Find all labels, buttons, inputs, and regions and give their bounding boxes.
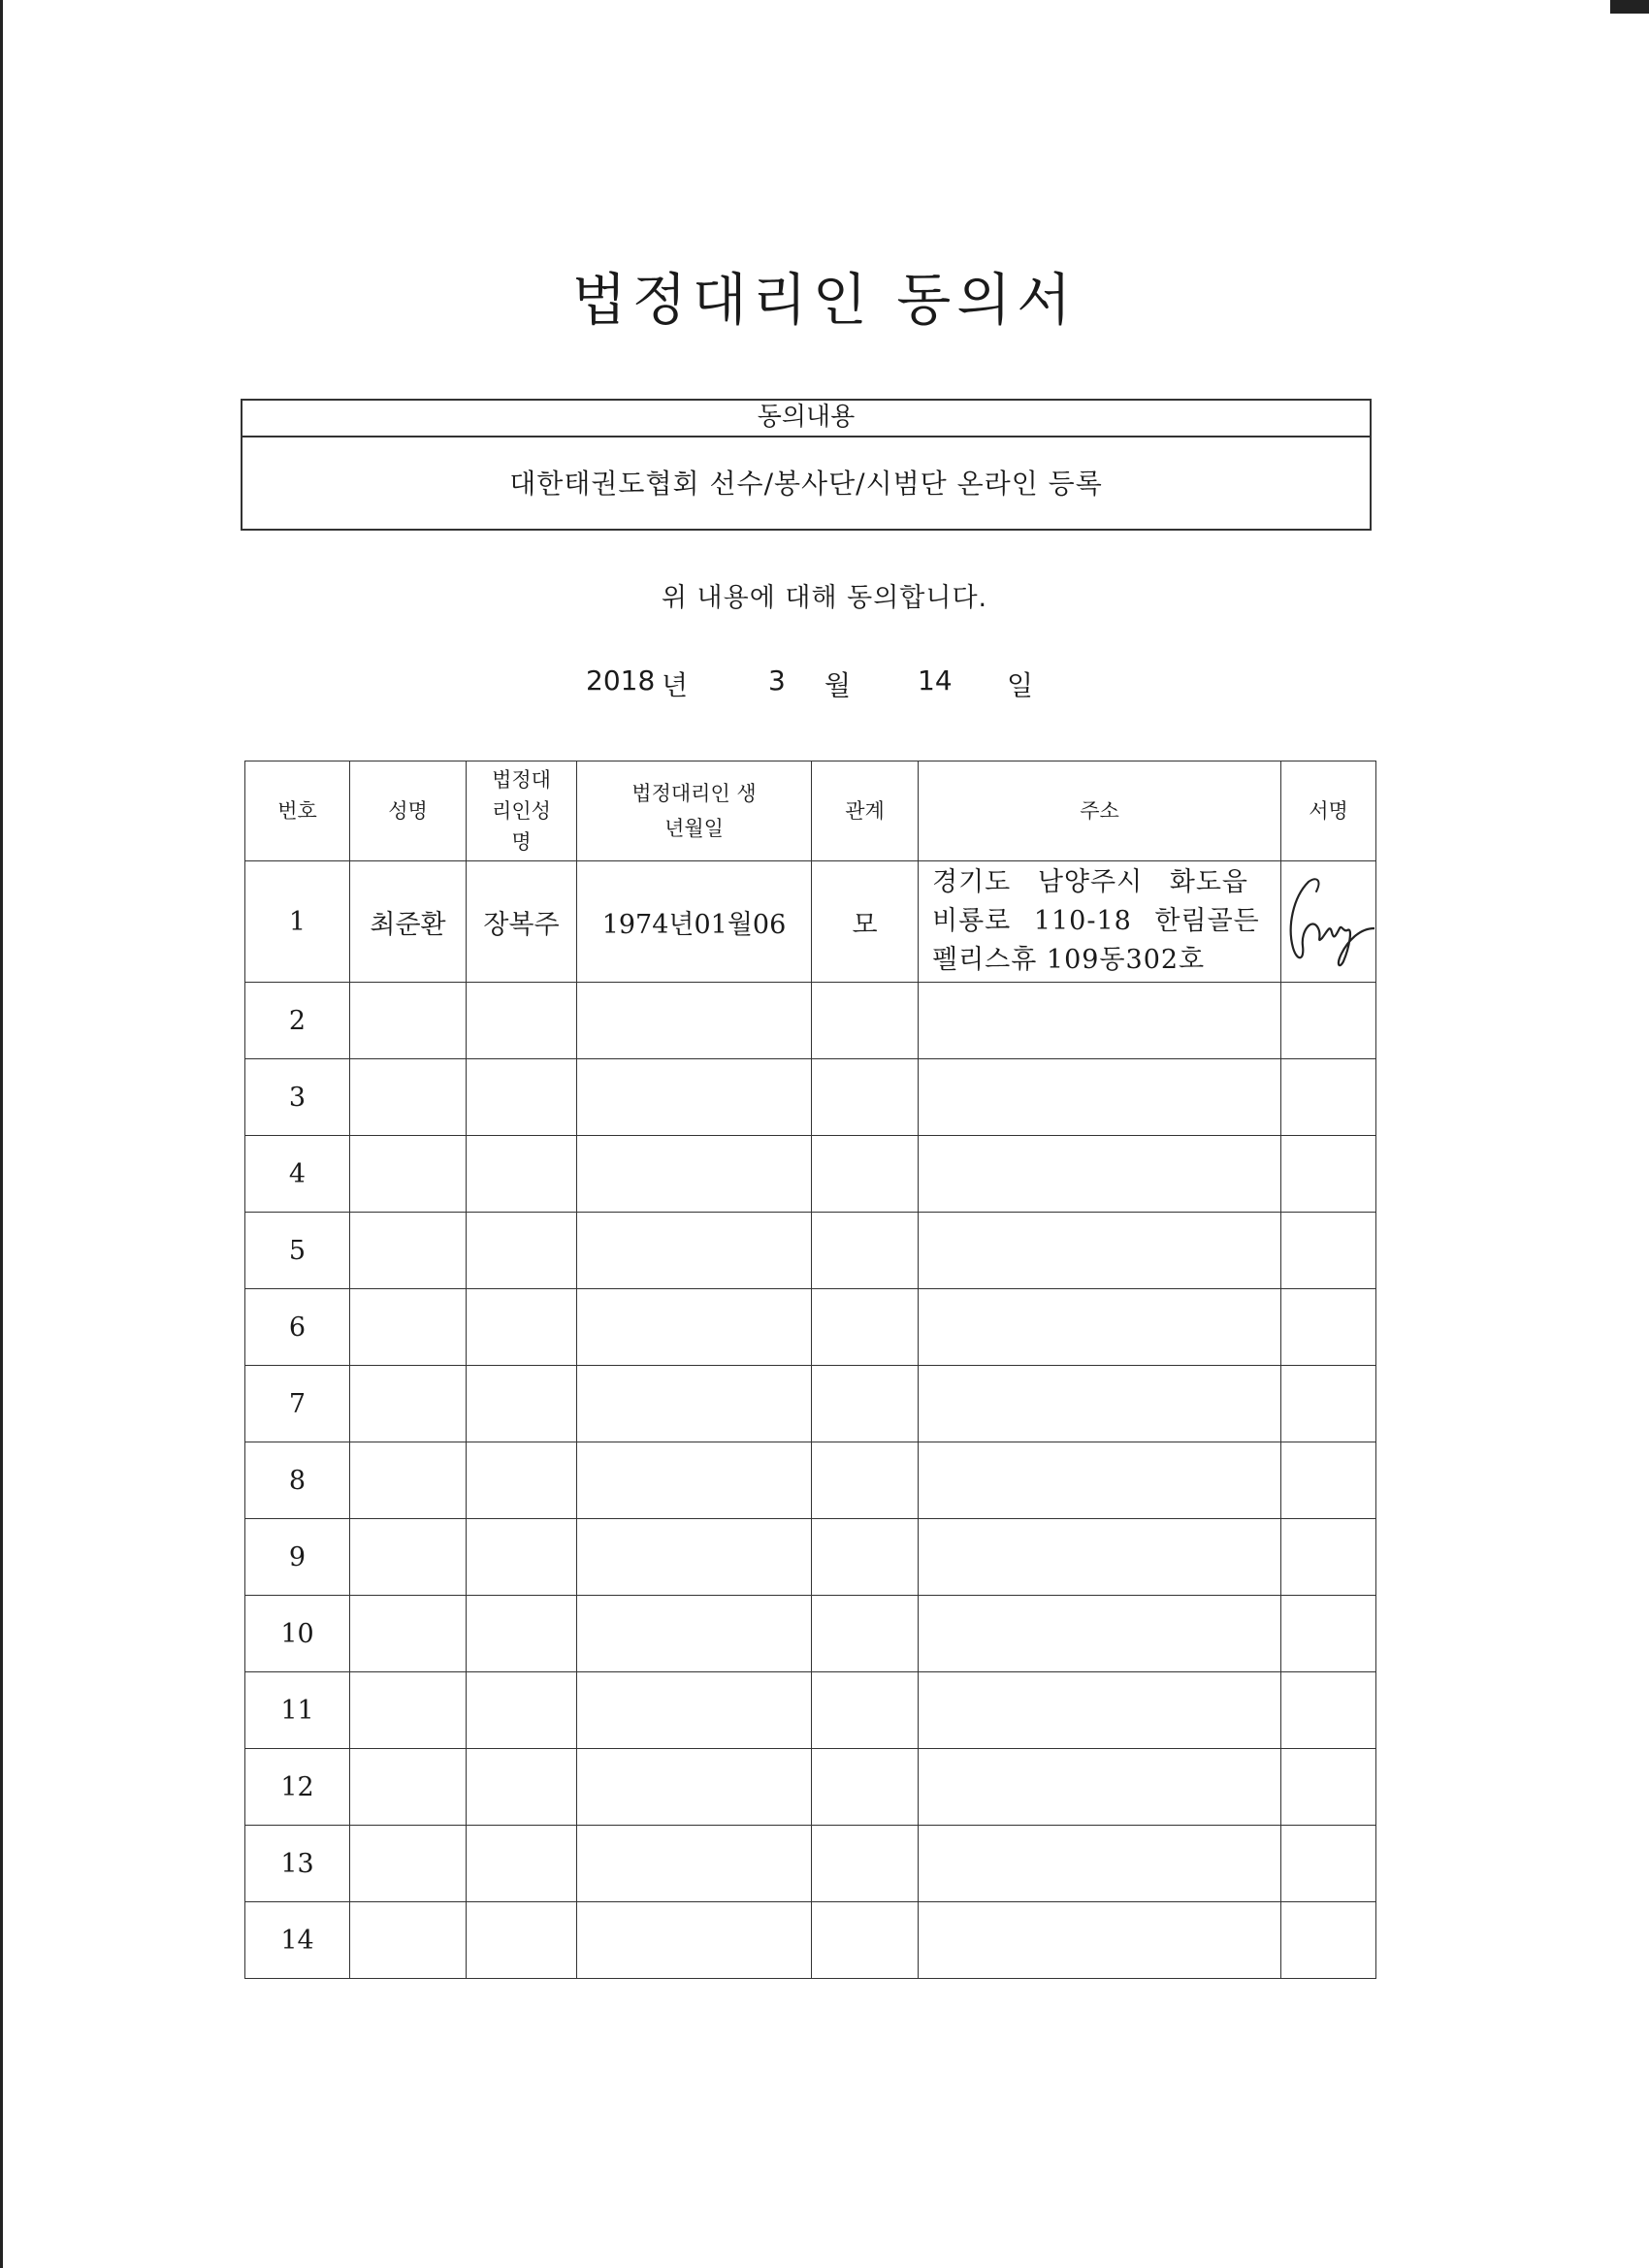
cell-signature xyxy=(1281,1289,1376,1366)
table-row xyxy=(245,1366,1376,1442)
registration-table xyxy=(244,761,1376,1979)
date-day: 14 xyxy=(918,664,953,697)
cell-address xyxy=(919,1442,1281,1519)
table-row xyxy=(245,1826,1376,1902)
header-signature: 서명 xyxy=(1281,761,1376,861)
cell-signature xyxy=(1281,1519,1376,1596)
cell-address xyxy=(919,1366,1281,1442)
cell-guardian-name xyxy=(467,1672,577,1749)
cell-number: 2 xyxy=(245,983,350,1059)
header-guardian-name-text: 법정대리인성명 xyxy=(492,768,551,854)
cell-number: 1 xyxy=(245,861,350,983)
table-row xyxy=(245,1059,1376,1136)
agreement-statement: 위 내용에 대해 동의합니다. xyxy=(661,583,988,613)
cell-number: 7 xyxy=(245,1366,350,1442)
cell-relation xyxy=(812,1672,919,1749)
scan-edge-right xyxy=(1610,0,1649,14)
cell-signature xyxy=(1281,1749,1376,1826)
cell-name xyxy=(350,1826,467,1902)
cell-guardian-birth: 1974년01월06 xyxy=(577,861,812,983)
cell-name xyxy=(350,1519,467,1596)
cell-guardian-birth xyxy=(577,1366,812,1442)
cell-guardian-birth xyxy=(577,1902,812,1979)
cell-guardian-name: 장복주 xyxy=(467,861,577,983)
cell-guardian-birth xyxy=(577,1059,812,1136)
header-address: 주소 xyxy=(919,761,1281,861)
cell-address xyxy=(919,1902,1281,1979)
table-row xyxy=(245,1902,1376,1979)
cell-signature xyxy=(1281,1442,1376,1519)
table-row xyxy=(245,861,1376,983)
cell-guardian-birth xyxy=(577,1519,812,1596)
cell-relation xyxy=(812,1213,919,1289)
address-line-1: 경기도 남양주시 화도읍 xyxy=(932,867,1248,897)
date-month-unit: 월 xyxy=(824,669,852,701)
cell-number: 9 xyxy=(245,1519,350,1596)
cell-relation xyxy=(812,1059,919,1136)
page-title: 법정대리인 동의서 xyxy=(571,267,1078,333)
cell-guardian-name xyxy=(467,1902,577,1979)
cell-guardian-name xyxy=(467,1596,577,1672)
cell-guardian-name xyxy=(467,1213,577,1289)
cell-guardian-birth xyxy=(577,1289,812,1366)
cell-number: 6 xyxy=(245,1289,350,1366)
table-row xyxy=(245,1749,1376,1826)
cell-signature xyxy=(1281,1059,1376,1136)
cell-signature xyxy=(1281,1596,1376,1672)
cell-address xyxy=(919,1289,1281,1366)
cell-guardian-name xyxy=(467,1059,577,1136)
cell-relation xyxy=(812,1596,919,1672)
cell-name xyxy=(350,1059,467,1136)
cell-guardian-birth xyxy=(577,983,812,1059)
table-row xyxy=(245,1442,1376,1519)
cell-number: 3 xyxy=(245,1059,350,1136)
table-row xyxy=(245,1596,1376,1672)
cell-name xyxy=(350,983,467,1059)
cell-name xyxy=(350,1213,467,1289)
cell-relation xyxy=(812,1289,919,1366)
cell-guardian-name xyxy=(467,1136,577,1213)
cell-relation xyxy=(812,1902,919,1979)
cell-guardian-name xyxy=(467,1749,577,1826)
cell-address xyxy=(919,1213,1281,1289)
cell-number: 13 xyxy=(245,1826,350,1902)
cell-guardian-name xyxy=(467,1519,577,1596)
handwritten-signature xyxy=(1283,868,1374,975)
cell-guardian-birth xyxy=(577,1596,812,1672)
cell-signature xyxy=(1281,1366,1376,1442)
cell-signature xyxy=(1281,1213,1376,1289)
date-year: 2018 xyxy=(586,664,656,697)
cell-relation xyxy=(812,983,919,1059)
consent-header: 동의내용 xyxy=(242,401,1370,437)
cell-relation xyxy=(812,1519,919,1596)
cell-guardian-name xyxy=(467,1442,577,1519)
header-number: 번호 xyxy=(245,761,350,861)
cell-guardian-birth xyxy=(577,1672,812,1749)
cell-address xyxy=(919,1519,1281,1596)
cell-guardian-birth xyxy=(577,1749,812,1826)
header-name: 성명 xyxy=(350,761,467,861)
cell-guardian-name xyxy=(467,983,577,1059)
cell-name xyxy=(350,1672,467,1749)
cell-guardian-birth xyxy=(577,1213,812,1289)
cell-number: 12 xyxy=(245,1749,350,1826)
cell-name: 최준환 xyxy=(350,861,467,983)
cell-guardian-name xyxy=(467,1289,577,1366)
table-header-row xyxy=(245,761,1376,861)
table-row xyxy=(245,1213,1376,1289)
cell-relation xyxy=(812,1442,919,1519)
cell-name xyxy=(350,1366,467,1442)
table-row xyxy=(245,1519,1376,1596)
cell-name xyxy=(350,1596,467,1672)
cell-signature xyxy=(1281,1826,1376,1902)
consent-box xyxy=(241,399,1372,531)
cell-guardian-birth xyxy=(577,1442,812,1519)
cell-address xyxy=(919,1136,1281,1213)
cell-number: 14 xyxy=(245,1902,350,1979)
cell-name xyxy=(350,1136,467,1213)
cell-signature xyxy=(1281,1902,1376,1979)
table-row xyxy=(245,983,1376,1059)
cell-name xyxy=(350,1289,467,1366)
cell-name xyxy=(350,1442,467,1519)
cell-number: 5 xyxy=(245,1213,350,1289)
cell-address xyxy=(919,1596,1281,1672)
cell-relation: 모 xyxy=(812,861,919,983)
cell-relation xyxy=(812,1749,919,1826)
cell-address xyxy=(919,1749,1281,1826)
cell-number: 8 xyxy=(245,1442,350,1519)
cell-name xyxy=(350,1749,467,1826)
header-guardian-birth-text: 법정대리인 생년월일 xyxy=(631,782,757,840)
cell-guardian-name xyxy=(467,1826,577,1902)
date-year-unit: 년 xyxy=(662,669,689,701)
cell-signature xyxy=(1281,983,1376,1059)
scan-edge-left xyxy=(0,0,3,2268)
consent-content: 대한태권도협회 선수/봉사단/시범단 온라인 등록 xyxy=(509,468,1103,500)
cell-signature xyxy=(1281,1136,1376,1213)
date-month: 3 xyxy=(768,664,786,697)
header-guardian-name xyxy=(467,761,577,861)
cell-signature xyxy=(1281,861,1376,983)
cell-guardian-birth xyxy=(577,1136,812,1213)
table-row xyxy=(245,1289,1376,1366)
date-day-unit: 일 xyxy=(1007,669,1034,701)
cell-address xyxy=(919,1672,1281,1749)
cell-number: 4 xyxy=(245,1136,350,1213)
cell-address xyxy=(919,983,1281,1059)
cell-signature xyxy=(1281,1672,1376,1749)
cell-guardian-birth xyxy=(577,1826,812,1902)
cell-guardian-name xyxy=(467,1366,577,1442)
cell-number: 11 xyxy=(245,1672,350,1749)
table-row xyxy=(245,1672,1376,1749)
cell-name xyxy=(350,1902,467,1979)
header-relation: 관계 xyxy=(812,761,919,861)
cell-address xyxy=(919,1826,1281,1902)
cell-address xyxy=(919,1059,1281,1136)
table-row xyxy=(245,1136,1376,1213)
header-guardian-birth xyxy=(577,761,812,861)
cell-relation xyxy=(812,1826,919,1902)
cell-number: 10 xyxy=(245,1596,350,1672)
cell-relation xyxy=(812,1136,919,1213)
address-line-2: 비룡로 110-18 한림골든 xyxy=(932,906,1260,936)
cell-address xyxy=(919,861,1281,983)
address-line-3: 펠리스휴 109동302호 xyxy=(932,945,1206,975)
cell-relation xyxy=(812,1366,919,1442)
